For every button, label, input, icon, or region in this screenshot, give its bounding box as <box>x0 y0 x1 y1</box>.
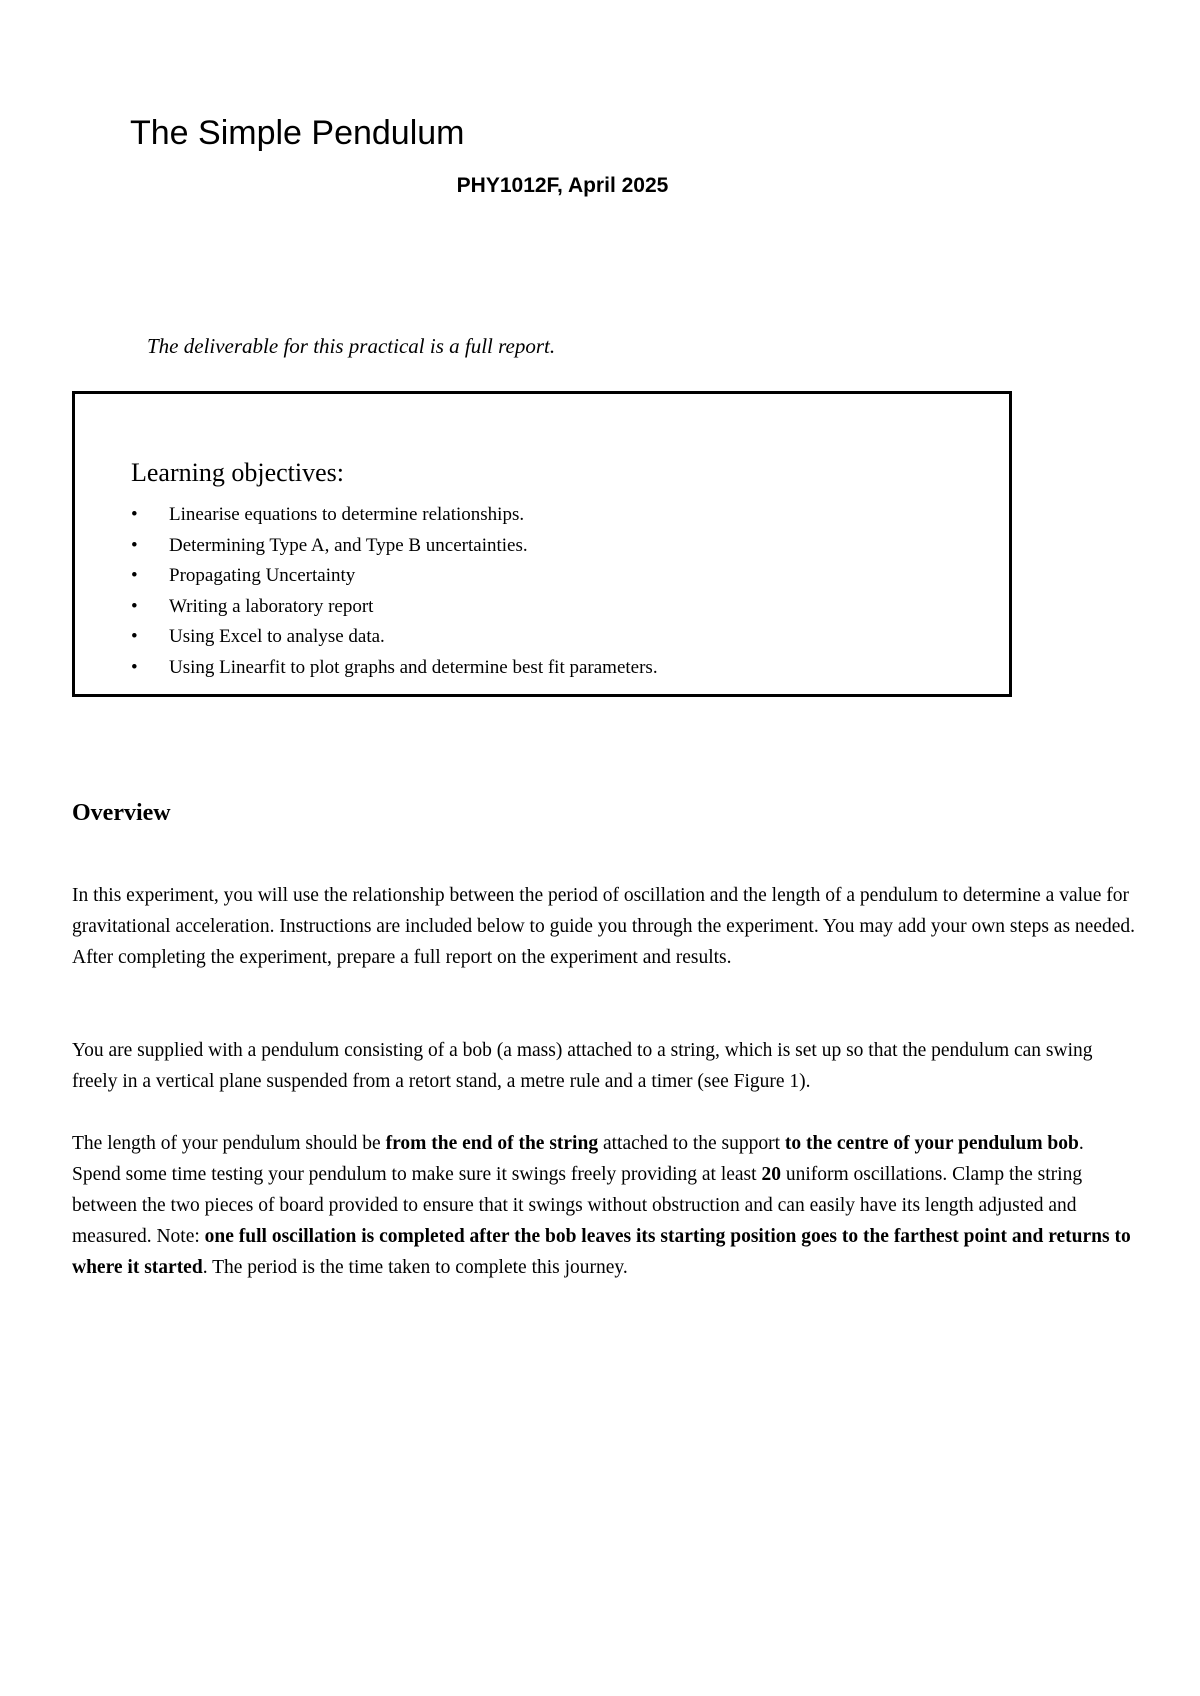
overview-paragraph-3 <box>72 1128 1137 1283</box>
bullet-icon: • <box>131 626 138 648</box>
emphasis-oscillation-count: 20 <box>761 1164 781 1185</box>
overview-paragraph-1: In this experiment, you will use the relationship between the period of oscillation and the length of a pendulum to determine a value for gravitational acceleration. Instructions are included below to guide you through the experiment. You may add your own steps as needed. After completing the experiment, prepare a full report on the experiment and results. <box>72 885 1136 968</box>
objective-text: Using Linearfit to plot graphs and determine best fit parameters. <box>169 656 658 678</box>
document-subtitle: PHY1012F, April 2025 <box>456 174 669 197</box>
objective-text: Determining Type A, and Type B uncertainties. <box>169 534 528 556</box>
objective-text: Propagating Uncertainty <box>169 565 356 587</box>
bullet-icon: • <box>131 565 138 587</box>
paragraph-text: . Spend some time testing your pendulum to make sure it swings freely providing at least <box>72 1133 1084 1185</box>
emphasis-bob-centre: to the centre of your pendulum bob <box>784 1133 1079 1154</box>
learning-objectives-box <box>72 391 1012 697</box>
paragraph-text: . The period is the time taken to complete this journey. <box>202 1257 628 1278</box>
list-item <box>131 592 658 623</box>
bullet-icon: • <box>131 504 138 525</box>
list-item <box>131 531 658 562</box>
objective-text: Linearise equations to determine relationships. <box>169 504 525 525</box>
learning-objectives-heading: Learning objectives: <box>131 458 344 487</box>
paragraph-text: uniform oscillations. Clamp the string between the two pieces of board provided to ensure that it swings without obstruction and can easily have its length adjusted and measured. Note: <box>72 1164 1083 1247</box>
bullet-icon: • <box>131 595 138 617</box>
document-title: The Simple Pendulum <box>130 114 465 152</box>
list-item <box>131 561 658 592</box>
paragraph-text: attached to the support <box>598 1133 785 1154</box>
bullet-icon: • <box>131 656 138 678</box>
list-item <box>131 653 658 684</box>
overview-paragraph-2: You are supplied with a pendulum consisting of a bob (a mass) attached to a string, which is set up so that the pendulum can swing freely in a vertical plane suspended from a retort stand, a metre rule and a timer (see Figure 1). <box>72 1040 1093 1092</box>
list-item <box>131 500 658 531</box>
learning-objectives-list <box>131 500 658 684</box>
bullet-icon: • <box>131 534 138 556</box>
overview-heading: Overview <box>72 800 171 826</box>
emphasis-full-oscillation: one full oscillation is completed after the bob leaves its starting position goes to the farthest point and returns to where it started <box>72 1226 1131 1278</box>
emphasis-string-end: from the end of the string <box>385 1133 599 1154</box>
objective-text: Writing a laboratory report <box>169 595 374 617</box>
deliverable-note: The deliverable for this practical is a full report. <box>147 334 556 358</box>
paragraph-text: The length of your pendulum should be <box>72 1133 386 1154</box>
objective-text: Using Excel to analyse data. <box>169 626 385 648</box>
list-item <box>131 622 658 653</box>
